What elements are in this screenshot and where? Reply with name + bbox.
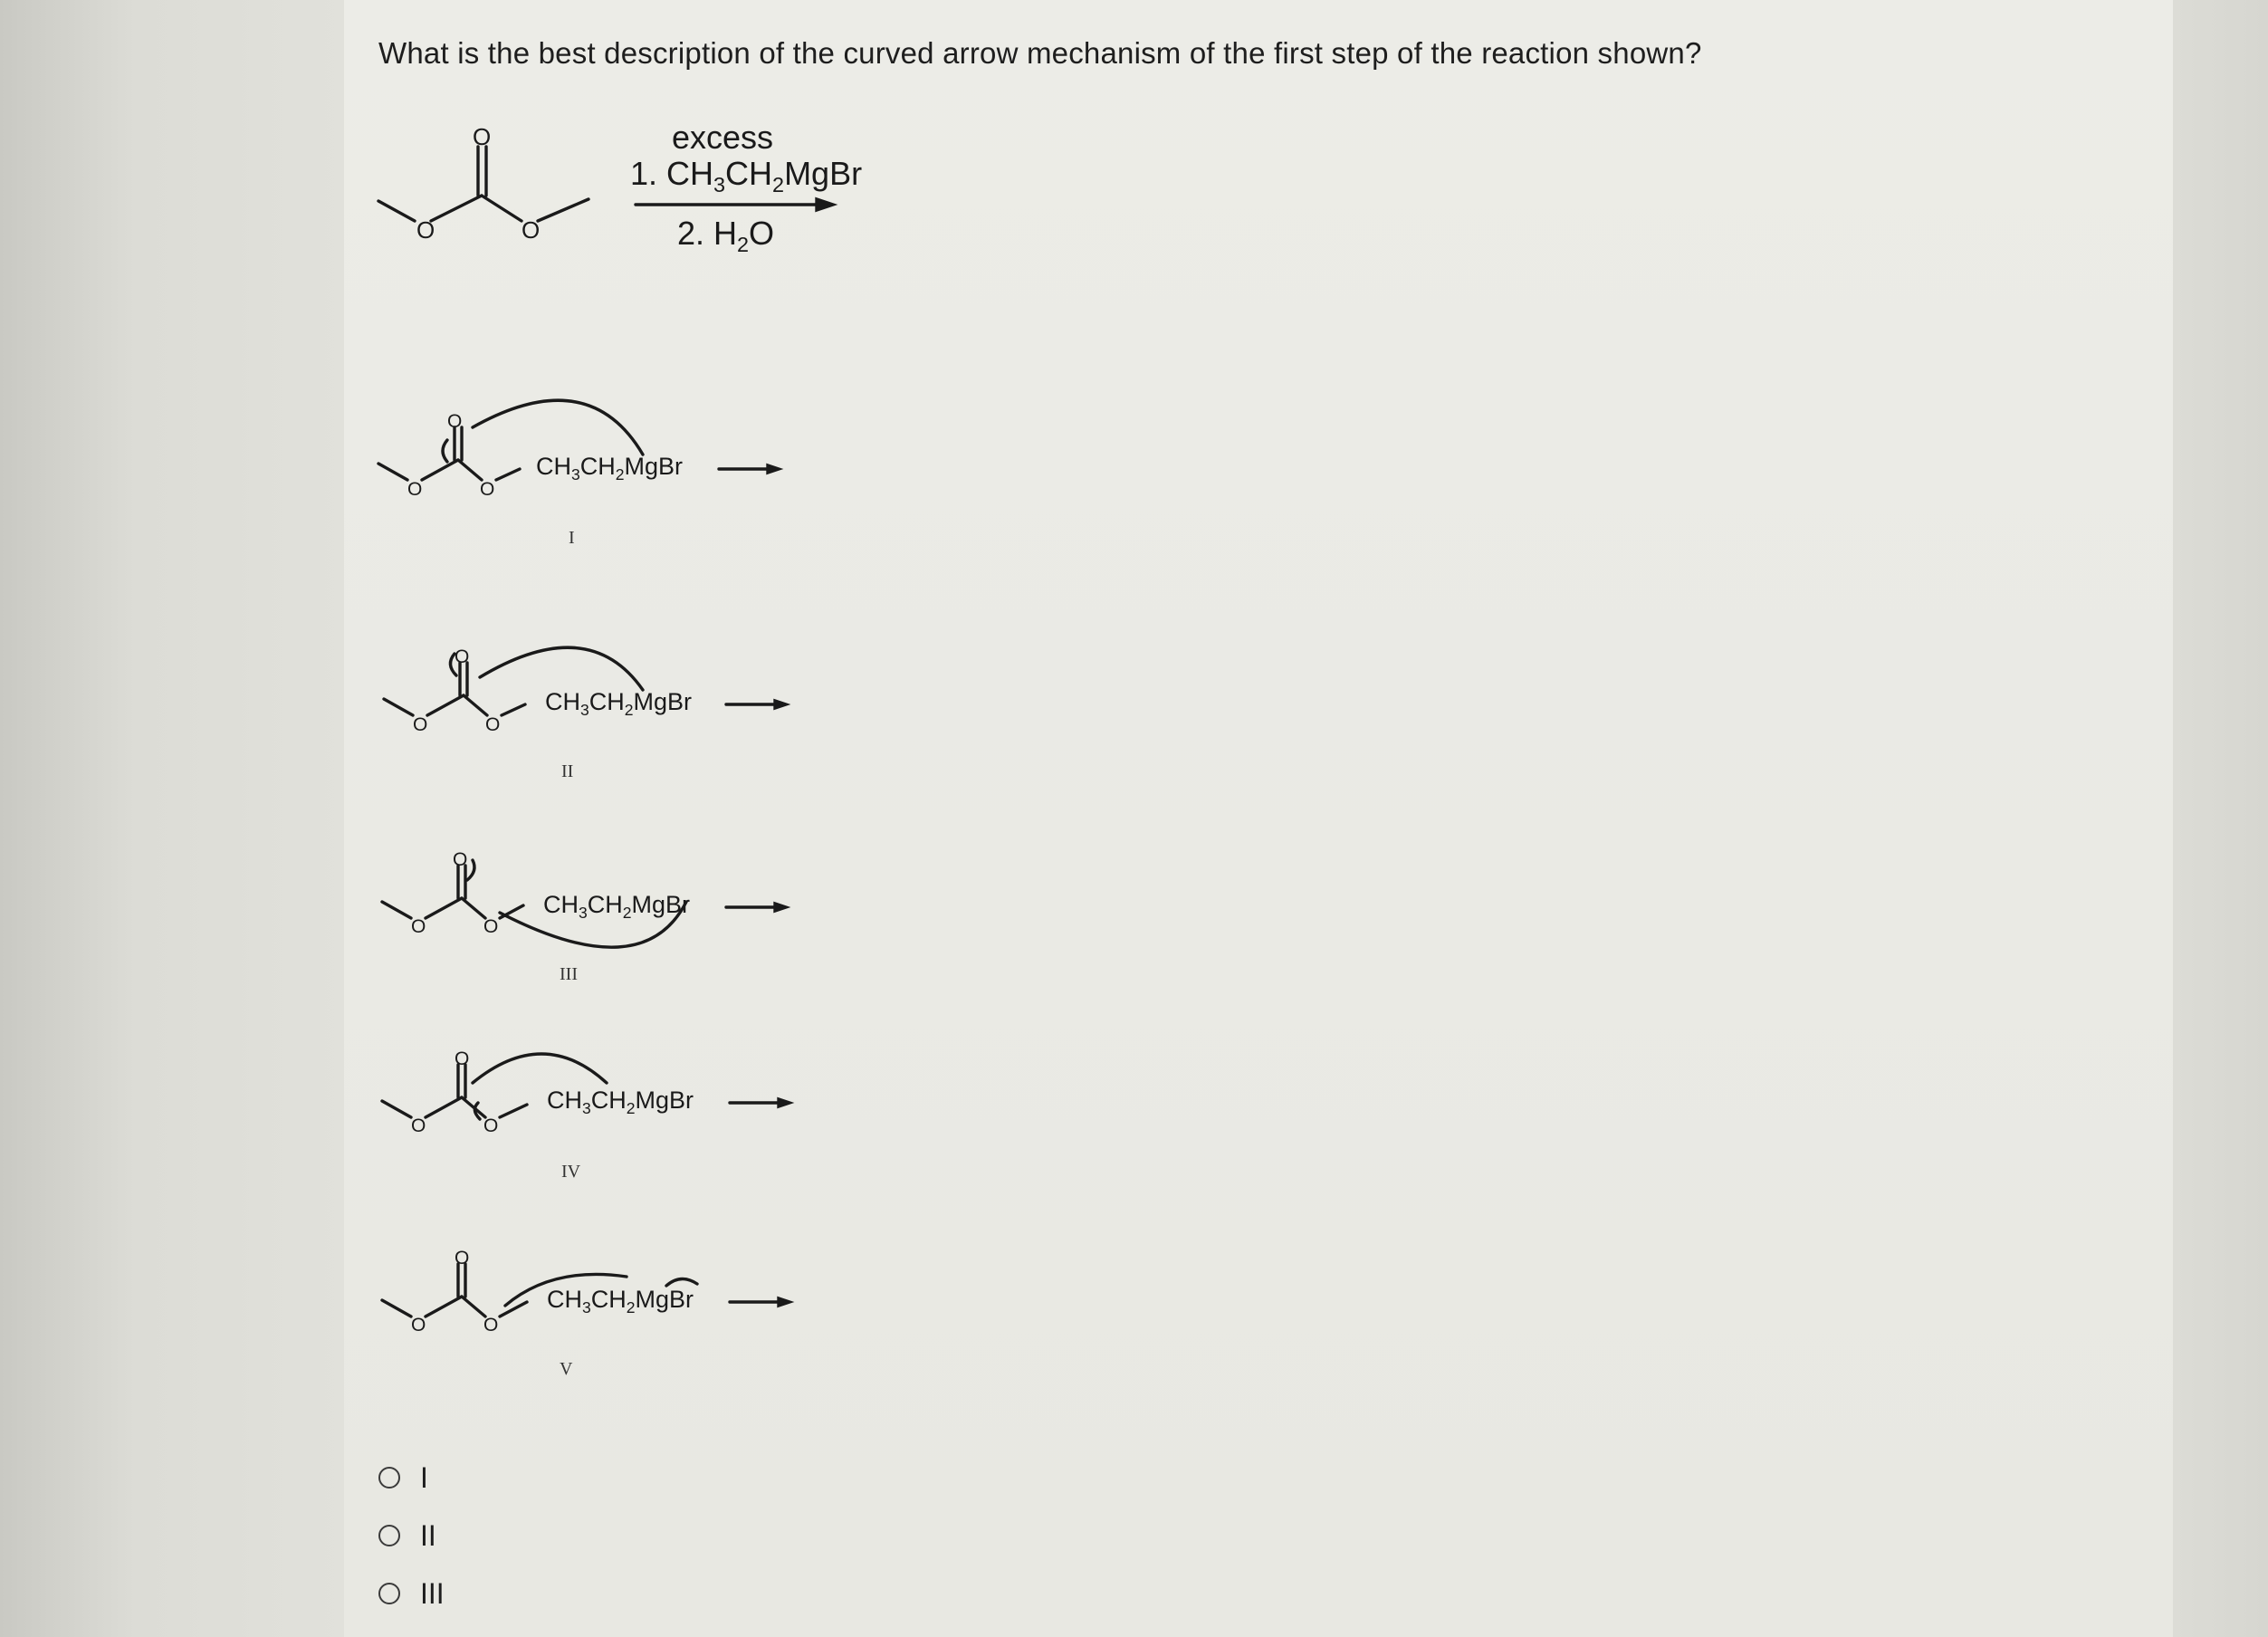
- grignard-reagent: $CH_3CH_2MgBr$: [543, 891, 691, 922]
- mechanism-option-5: [371, 1231, 797, 1394]
- choice-label: II: [420, 1518, 436, 1552]
- excess-label: excess: [672, 119, 774, 156]
- step1-reagent: 1. $CH_3CH_2MgBr$: [630, 155, 863, 196]
- radio-button[interactable]: [378, 1467, 400, 1489]
- option-label: III: [560, 964, 578, 984]
- curved-arrow-pi-bond: [467, 860, 474, 880]
- o-atom: O: [483, 1315, 499, 1335]
- radio-button[interactable]: [378, 1583, 400, 1604]
- reaction-arrow: [636, 199, 833, 210]
- curved-arrow-pi-bond: [443, 440, 447, 462]
- question-text: What is the best description of the curved arrow mechanism of the first step of the reaction shown?: [378, 36, 1702, 70]
- forward-arrow: [726, 701, 786, 708]
- o-atom: O: [407, 479, 423, 500]
- o-atom: O: [455, 646, 470, 667]
- forward-arrow: [730, 1298, 789, 1306]
- o-atom: O: [413, 714, 428, 735]
- carbonyl-oxygen: O: [473, 123, 492, 150]
- o-atom: O: [455, 1248, 470, 1268]
- step2-reagent: 2. $H_2O$: [677, 215, 775, 256]
- answer-choice-3[interactable]: [378, 1575, 445, 1612]
- option-label: II: [561, 761, 574, 781]
- forward-arrow: [730, 1099, 789, 1106]
- forward-arrow: [719, 465, 779, 473]
- curved-arrow-mg: [666, 1278, 697, 1286]
- mechanism-option-2: [371, 634, 797, 788]
- mechanism-option-3: [371, 833, 797, 996]
- o-atom: O: [447, 411, 463, 432]
- answer-choice-1[interactable]: [378, 1460, 428, 1496]
- curved-arrow-attack: [473, 400, 643, 455]
- mechanism-option-4: [371, 1032, 797, 1195]
- diethyl-carbonate-structure: [378, 147, 589, 221]
- radio-button[interactable]: [378, 1525, 400, 1546]
- grignard-reagent: $CH_3CH_2MgBr$: [547, 1087, 694, 1117]
- grignard-reagent: $CH_3CH_2MgBr$: [547, 1286, 694, 1316]
- ester-oxygen-left: O: [416, 216, 435, 244]
- ester-oxygen-right: O: [522, 216, 541, 244]
- grignard-reagent: $CH_3CH_2MgBr$: [536, 453, 684, 483]
- grignard-reagent: $CH_3CH_2MgBr$: [545, 688, 693, 719]
- o-atom: O: [483, 916, 499, 937]
- answer-choice-2[interactable]: [378, 1517, 436, 1554]
- curved-arrow-attack: [480, 647, 643, 690]
- o-atom: O: [480, 479, 495, 500]
- forward-arrow: [726, 904, 786, 911]
- o-atom: O: [485, 714, 501, 735]
- o-atom: O: [483, 1115, 499, 1136]
- o-atom: O: [411, 1115, 426, 1136]
- mechanism-option-1: [371, 371, 797, 552]
- o-atom: O: [455, 1048, 470, 1069]
- reaction-scheme: [362, 109, 905, 272]
- o-atom: O: [411, 1315, 426, 1335]
- o-atom: O: [453, 849, 468, 870]
- o-atom: O: [411, 916, 426, 937]
- option-label: IV: [561, 1162, 581, 1182]
- curved-arrow-attack: [473, 1054, 607, 1083]
- option-label: V: [560, 1359, 573, 1379]
- choice-label: III: [420, 1576, 445, 1610]
- option-label: I: [569, 528, 575, 548]
- choice-label: I: [420, 1460, 428, 1494]
